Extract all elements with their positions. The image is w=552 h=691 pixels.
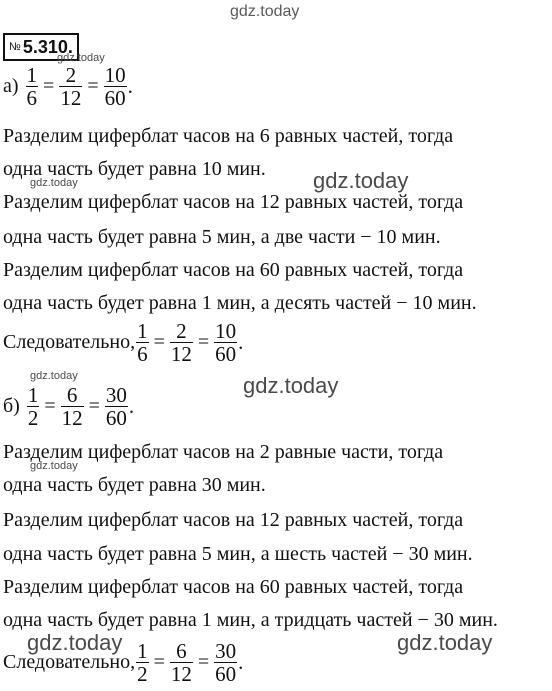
text-line: одна часть будет равна 10 мин. bbox=[3, 158, 266, 180]
watermark-small: gdz.today bbox=[30, 177, 78, 189]
watermark-large: gdz.today bbox=[397, 630, 493, 655]
text-line: Разделим циферблат часов на 12 равных частей, тогда bbox=[3, 509, 464, 531]
watermark-top: gdz.today bbox=[230, 3, 300, 20]
text-line: одна часть будет равна 5 мин, а две части − 10 мин. bbox=[3, 226, 441, 248]
part-b-label: б) bbox=[3, 395, 20, 417]
text-line: Разделим циферблат часов на 12 равных частей, тогда bbox=[3, 191, 464, 213]
fraction: $\frac{2}{12}$ bbox=[60, 63, 82, 110]
conclusion-label: Следовательно, bbox=[3, 331, 136, 353]
watermark-large: gdz.today bbox=[313, 168, 409, 193]
fraction: $\frac{2}{12}$ bbox=[170, 319, 192, 366]
text-line: Разделим циферблат часов на 60 равных частей, тогда bbox=[3, 259, 464, 281]
part-a-equation: а) $\frac{1}{6}$ = $\frac{2}{12}$ = $\frac{10}{60}$ . bbox=[3, 63, 133, 110]
part-b-equation: б) $\frac{1}{2}$ = $\frac{6}{12}$ = $\frac{30}{60}$ . bbox=[3, 383, 135, 430]
fraction: $\frac{1}{6}$ bbox=[137, 319, 148, 366]
watermark-large: gdz.today bbox=[243, 373, 339, 398]
text-line: Разделим циферблат часов на 60 равных частей, тогда bbox=[3, 576, 464, 598]
fraction: $\frac{1}{6}$ bbox=[26, 63, 38, 110]
watermark-large: gdz.today bbox=[27, 630, 123, 655]
text-line: Разделим циферблат часов на 6 равных частей, тогда bbox=[3, 125, 454, 147]
part-b-conclusion: Следовательно, $\frac{1}{2}$ = $\frac{6}{12}$ = $\frac{30}{60}$ . bbox=[3, 639, 244, 686]
text-line: одна часть будет равна 1 мин, а десять частей − 10 мин. bbox=[3, 292, 477, 314]
fraction: $\frac{6}{12}$ bbox=[170, 639, 192, 686]
conclusion-label: Следовательно, bbox=[3, 651, 136, 673]
fraction: $\frac{6}{12}$ bbox=[61, 383, 83, 430]
text-line: одна часть будет равна 5 мин, а шесть частей − 30 мин. bbox=[3, 543, 473, 565]
watermark-small: gdz.today bbox=[57, 52, 105, 64]
task-number: 5.310. bbox=[22, 37, 73, 57]
text-line: Разделим циферблат часов на 2 равные части, тогда bbox=[3, 441, 444, 463]
text-line: одна часть будет равна 1 мин, а тридцать частей − 30 мин. bbox=[3, 609, 498, 631]
text-line: одна часть будет равна 30 мин. bbox=[3, 474, 266, 496]
fraction: $\frac{1}{2}$ bbox=[27, 383, 39, 430]
fraction: $\frac{30}{60}$ bbox=[105, 383, 127, 430]
part-a-conclusion: Следовательно, $\frac{1}{6}$ = $\frac{2}{12}$ = $\frac{10}{60}$ . bbox=[3, 319, 244, 366]
fraction: $\frac{10}{60}$ bbox=[104, 63, 126, 110]
fraction: $\frac{1}{2}$ bbox=[137, 639, 148, 686]
fraction: $\frac{30}{60}$ bbox=[215, 639, 237, 686]
watermark-small: gdz.today bbox=[30, 460, 78, 472]
number-sign: № bbox=[9, 41, 21, 53]
part-a-label: а) bbox=[3, 75, 19, 97]
fraction: $\frac{10}{60}$ bbox=[215, 319, 237, 366]
watermark-small: gdz.today bbox=[30, 370, 78, 382]
